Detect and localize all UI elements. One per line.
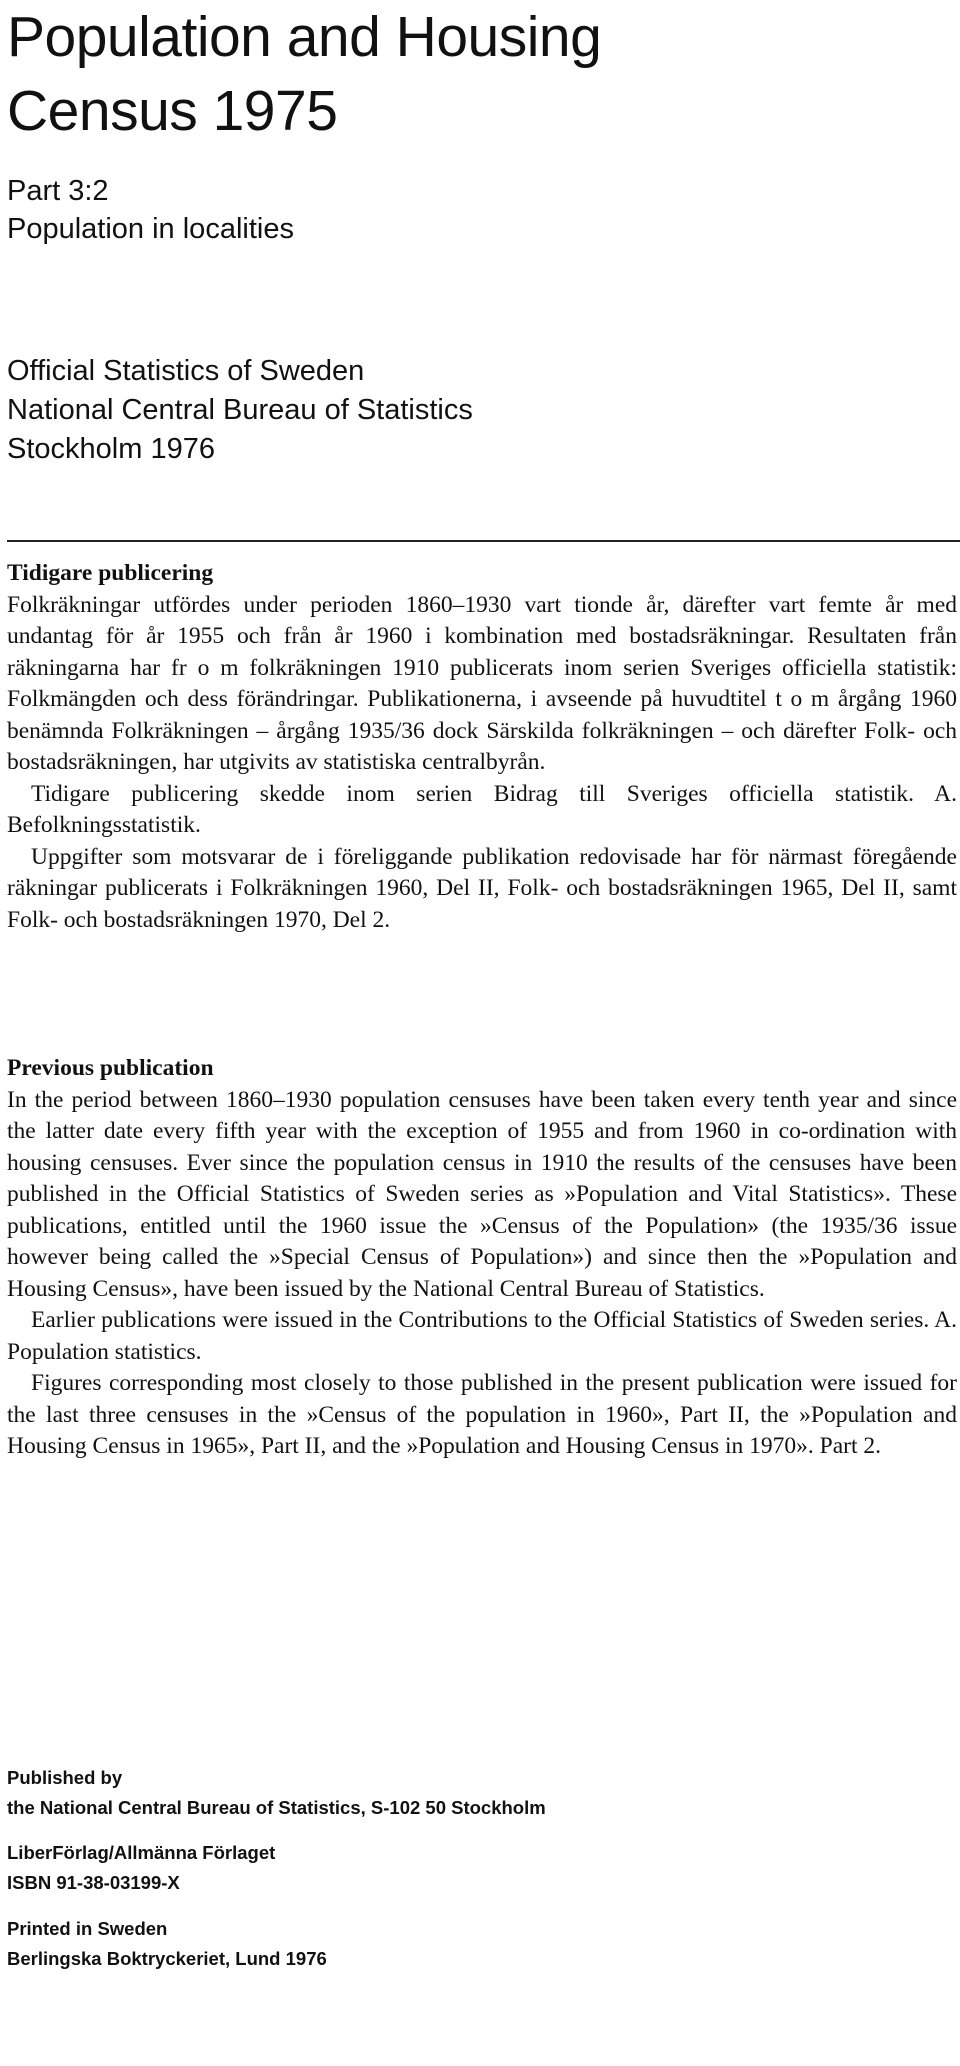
part-number: Part 3:2: [7, 175, 109, 207]
swedish-section: [7, 558, 957, 936]
imprint: LiberFörlag/Allmänna Förlaget: [7, 1842, 276, 1863]
english-paragraph-2: Earlier publications were issued in the Contributions to the Official Statistics of Sweden series. A. Population statistics.: [7, 1307, 957, 1365]
published-by-label: Published by: [7, 1767, 123, 1788]
title-line-2: Census 1975: [7, 79, 338, 143]
title-line-1: Population and Housing: [7, 5, 602, 69]
series-name: Official Statistics of Sweden: [7, 355, 365, 387]
bureau-name: National Central Bureau of Statistics: [7, 394, 473, 426]
english-paragraph-3: Figures corresponding most closely to those published in the present publication were issued for the last three censuses in the »Census of the population in 1960», Part II, the »Population and Housing Census in 1965», Part II, and the »Population and Housing Census in 1970». Part 2.: [7, 1370, 957, 1459]
english-paragraph-1: In the period between 1860–1930 population censuses have been taken every tenth year and since the latter date every fifth year with the exception of 1955 and from 1960 in co-ordination with housing censuses. Ever since the population census in 1910 the results of the censuses have been published in the Official Statistics of Sweden series as »Population and Vital Statistics». These publications, entitled until the 1960 issue the »Census of the Population» (the 1935/36 issue however being called the »Special Census of Population») and since then the »Population and Housing Census», have been issued by the National Central Bureau of Statistics.: [7, 1086, 957, 1302]
swedish-heading: Tidigare publicering: [7, 560, 214, 586]
document-subtitle: Population in localities: [7, 213, 294, 245]
swedish-paragraph-3: Uppgifter som motsvarar de i föreliggande publikation redovisade har för närmast föregående räkningar publicerats i Folkräkningen 1960, Del II, Folk- och bostadsräkningen 1965, Del II, samt Folk- och bostadsräkningen 1970, Del 2.: [7, 843, 957, 933]
publisher-address: the National Central Bureau of Statistics, S-102 50 Stockholm: [7, 1797, 546, 1818]
isbn: ISBN 91-38-03199-X: [7, 1872, 180, 1893]
printed-in: Printed in Sweden: [7, 1918, 168, 1939]
place-year: Stockholm 1976: [7, 433, 215, 465]
printer: Berlingska Boktryckeriet, Lund 1976: [7, 1948, 327, 1969]
swedish-paragraph-2: Tidigare publicering skedde inom serien Bidrag till Sveriges officiella statistik. A. Befolkningsstatistik.: [7, 780, 957, 838]
swedish-paragraph-1: Folkräkningar utfördes under perioden 1860–1930 vart tionde år, därefter vart femte år med undantag för år 1955 och från år 1960 i kombination med bostadsräkningar. Resultaten från räkningarna har fr o m folkräkningen 1910 publicerats inom serien Sveriges officiella statistik: Folkmängden och dess förändringar. Publikationerna, i avseende på huvudtitel t o m årgång 1960 benämnda Folkräkningen – årgång 1935/36 dock Särskilda folkräkningen – och därefter Folk- och bostadsräkningen, har utgivits av statistiska centralbyrån.: [7, 591, 957, 775]
english-section: [7, 1053, 957, 1463]
document-title: [7, 0, 601, 148]
english-heading: Previous publication: [7, 1055, 214, 1081]
divider-rule: [7, 540, 960, 542]
